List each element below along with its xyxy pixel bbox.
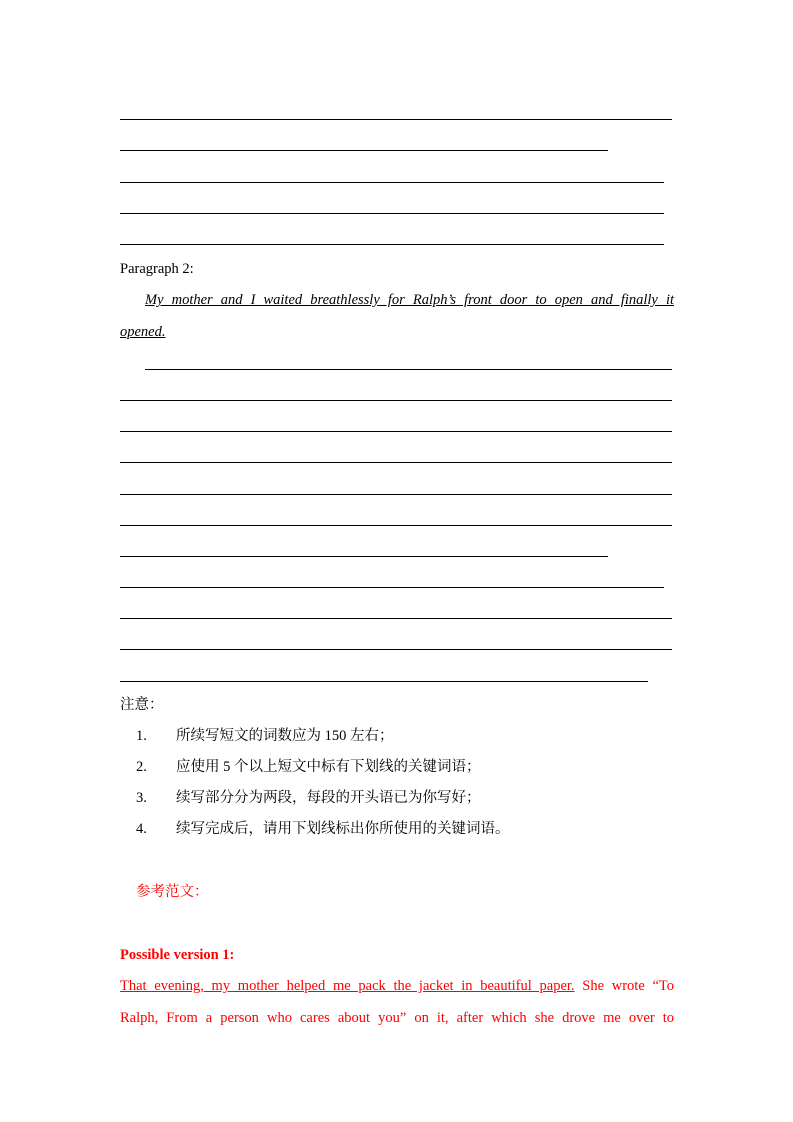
answer-line xyxy=(120,213,664,214)
answer-line xyxy=(120,462,672,463)
answer-line xyxy=(120,431,672,432)
reference-underlined-phrase: That evening, my mother helped me pack the jacket in beautiful paper. xyxy=(120,978,575,994)
version-label: Possible version 1: xyxy=(120,947,235,963)
answer-line xyxy=(120,182,664,183)
answer-line xyxy=(120,681,648,682)
notes-item-number: 2. xyxy=(136,759,147,775)
notes-title: 注意： xyxy=(120,697,164,713)
answer-line xyxy=(120,649,672,650)
answer-line xyxy=(145,369,672,370)
notes-item-number: 3. xyxy=(136,790,147,806)
reference-line-2: Ralph, From a person who cares about you” on it, after which she drove me over to xyxy=(120,1010,674,1026)
reference-line-1-rest: She wrote “To xyxy=(574,978,675,994)
reference-line-1 xyxy=(120,977,674,995)
paragraph-opening-line-2: opened. xyxy=(120,324,166,340)
answer-line xyxy=(120,525,672,526)
notes-item-text: 续写部分分为两段，每段的开头语已为你写好； xyxy=(176,790,481,806)
answer-line xyxy=(120,400,672,401)
paragraph-opening-line-1: My mother and I waited breathlessly for Ralph’s front door to open and finally it xyxy=(145,292,674,308)
notes-item-number: 1. xyxy=(136,728,147,744)
answer-line xyxy=(120,587,664,588)
notes-item-text: 应使用 5 个以上短文中标有下划线的关键词语； xyxy=(176,759,481,775)
notes-item-number: 4. xyxy=(136,821,147,837)
answer-line xyxy=(120,244,664,245)
answer-line xyxy=(120,119,672,120)
reference-title: 参考范文： xyxy=(136,884,209,900)
answer-line xyxy=(120,494,672,495)
paragraph-heading: Paragraph 2: xyxy=(120,261,194,277)
notes-item-text: 续写完成后，请用下划线标出你所使用的关键词语。 xyxy=(176,821,510,837)
answer-line xyxy=(120,556,608,557)
answer-line xyxy=(120,618,672,619)
answer-line xyxy=(120,150,608,151)
notes-item-text: 所续写短文的词数应为 150 左右； xyxy=(176,728,394,744)
